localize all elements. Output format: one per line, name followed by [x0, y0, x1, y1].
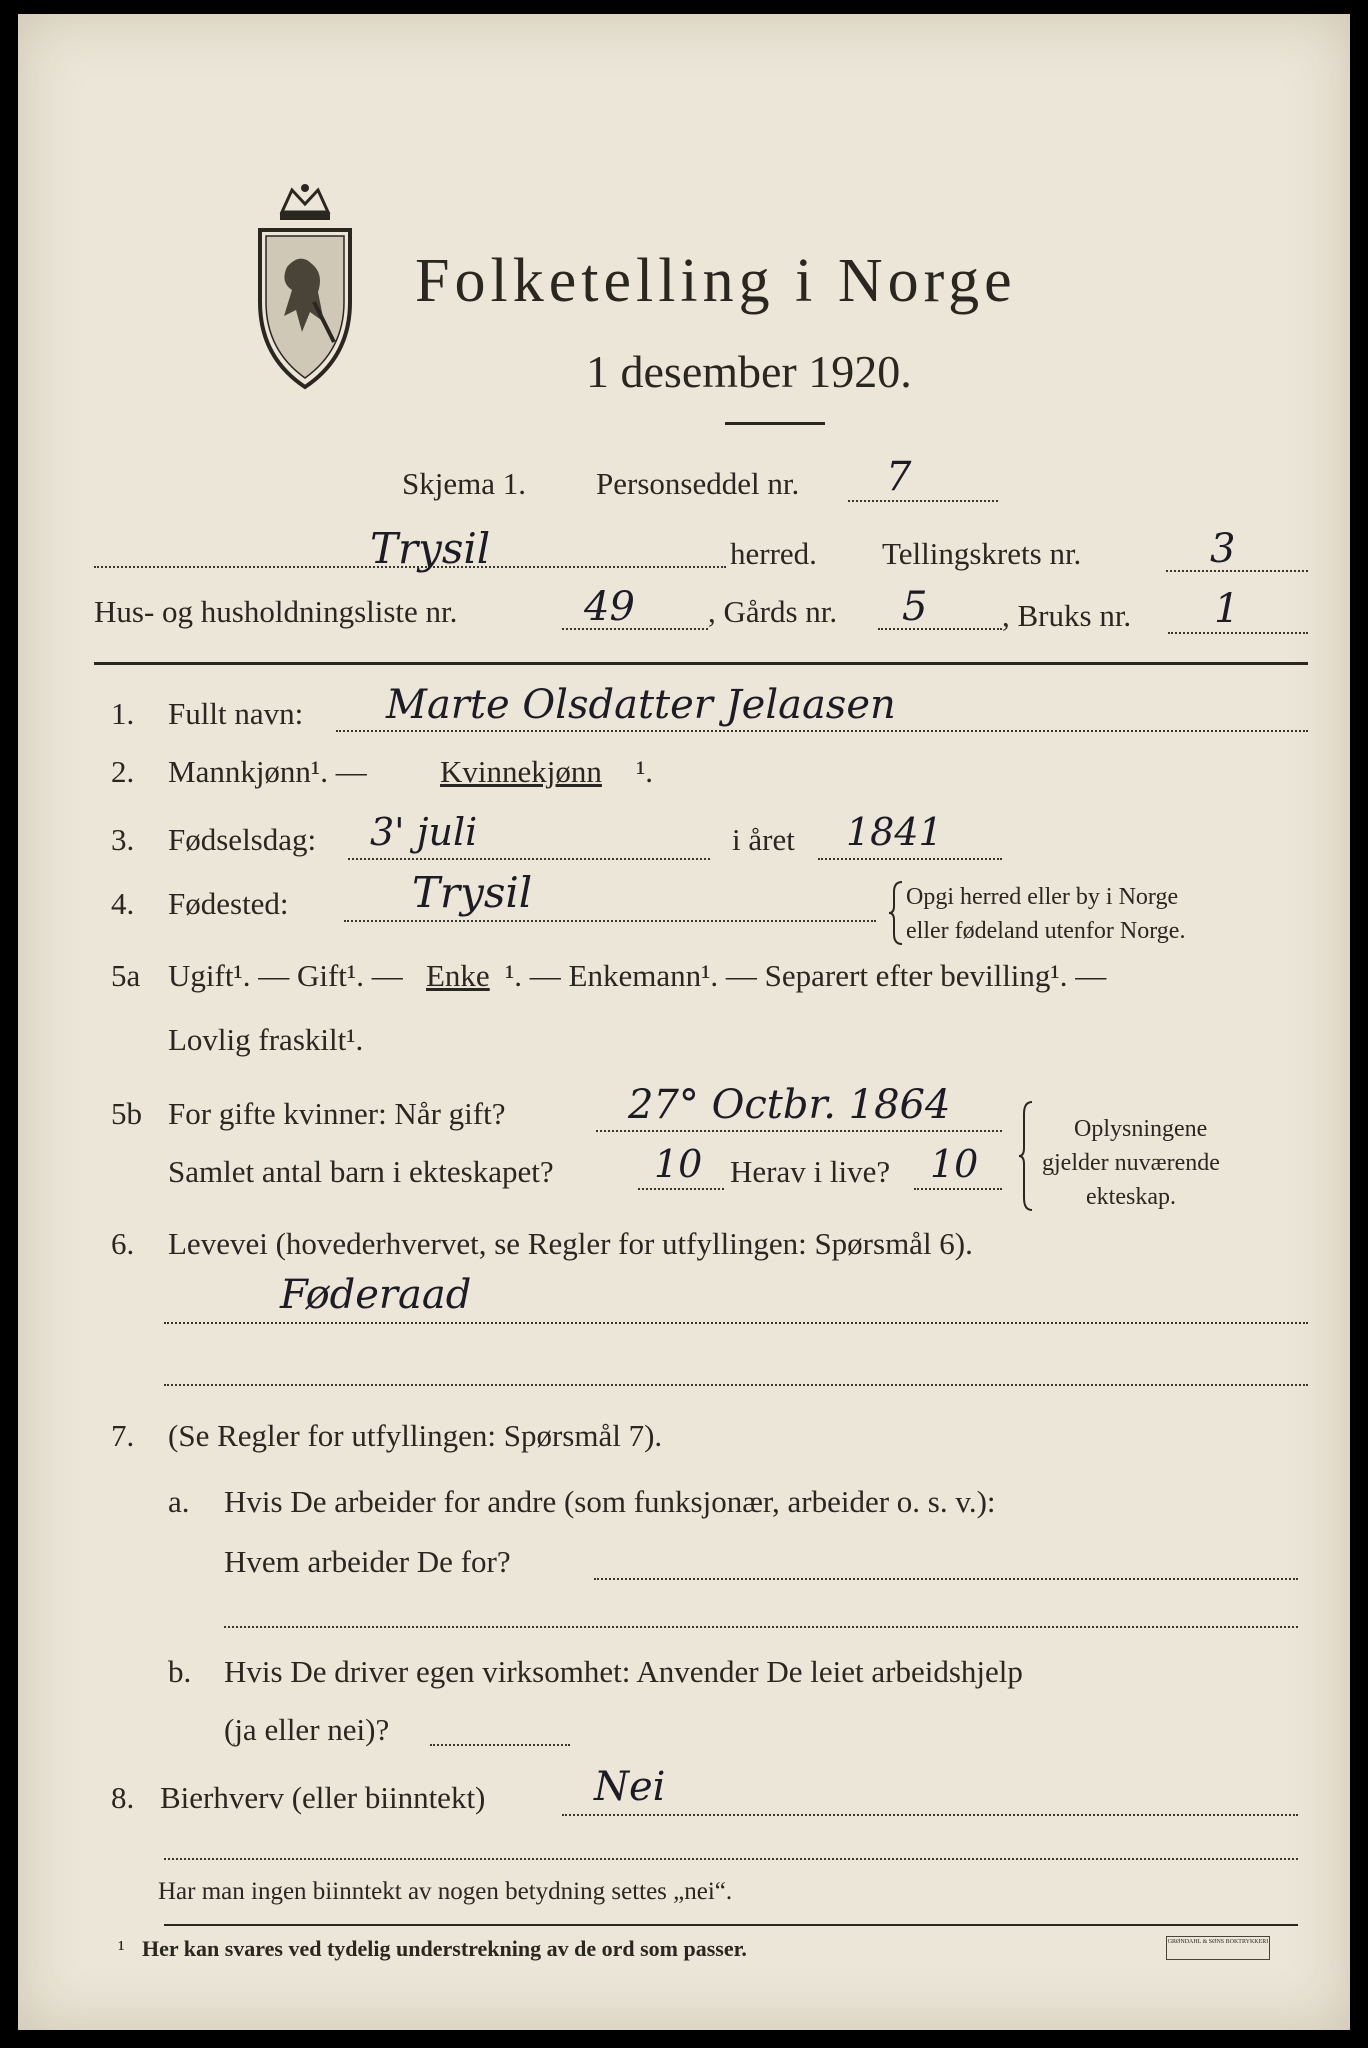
q2-male-option[interactable]: Mannkjønn¹. — — [168, 754, 367, 789]
q3-year-line — [818, 858, 1002, 860]
q5b-children-label: Samlet antal barn i ekteskapet? — [168, 1154, 554, 1189]
children-total-value[interactable]: 10 — [654, 1142, 703, 1186]
q3-label: Fødselsdag: — [168, 822, 317, 857]
side-income-value[interactable]: Nei — [594, 1764, 666, 1810]
birthplace-value[interactable]: Trysil — [412, 868, 533, 917]
q1-line — [336, 730, 1308, 732]
children-alive-value[interactable]: 10 — [930, 1142, 979, 1186]
q3-line — [348, 858, 710, 860]
q3-year-label: i året — [732, 822, 795, 857]
tellingskrets-label: Tellingskrets nr. — [882, 536, 1082, 571]
q8-number: 8. — [111, 1780, 135, 1815]
q5b-alive-line — [914, 1188, 1002, 1190]
q5b-label: For gifte kvinner: Når gift? — [168, 1096, 506, 1131]
q4-note-line-2: eller fødeland utenfor Norge. — [906, 918, 1186, 944]
q5b-children-line — [638, 1188, 724, 1190]
tellingskrets-line — [1166, 570, 1308, 572]
printer-stamp: GRØNDAHL & SØNS BOKTRYKKERI — [1166, 1936, 1270, 1960]
q5b-note-line-1: Oplysningene — [1074, 1116, 1208, 1142]
q3-number: 3. — [111, 822, 135, 857]
gards-line — [878, 628, 1002, 630]
q5b-note-line-2: gjelder nuværende — [1042, 1150, 1220, 1176]
bruks-line — [1168, 632, 1308, 634]
q5a-options-end[interactable]: ¹. — Enkemann¹. — Separert efter bevilling¹. — — [505, 958, 1107, 993]
q7a-label: Hvis De arbeider for andre (som funksjonær, arbeider o. s. v.): — [224, 1484, 996, 1519]
title-divider — [725, 422, 825, 425]
birth-year-value[interactable]: 1841 — [846, 810, 943, 854]
q5b-alive-label: Herav i live? — [730, 1154, 891, 1189]
q6-label: Levevei (hovederhvervet, se Regler for utfyllingen: Spørsmål 6). — [168, 1226, 973, 1261]
personseddel-value[interactable]: 7 — [886, 454, 912, 500]
q7-number: 7. — [111, 1418, 135, 1453]
q7-label: (Se Regler for utfyllingen: Spørsmål 7). — [168, 1418, 663, 1453]
personseddel-line — [848, 500, 998, 502]
herred-label: herred. — [730, 536, 817, 571]
q5a-options-start[interactable]: Ugift¹. — Gift¹. — — [168, 958, 403, 993]
bruks-label: , Bruks nr. — [1002, 598, 1132, 633]
q1-label: Fullt navn: — [168, 696, 304, 731]
footer-divider — [164, 1924, 1298, 1926]
hus-label: Hus- og husholdningsliste nr. — [94, 594, 458, 629]
full-name-value[interactable]: Marte Olsdatter Jelaasen — [386, 682, 896, 728]
q7b-label: Hvis De driver egen virksomhet: Anvender De leiet arbeidshjelp — [224, 1654, 1023, 1689]
marriage-date-value[interactable]: 27° Octbr. 1864 — [628, 1082, 951, 1128]
q4-note-line-1: Opgi herred eller by i Norge — [906, 884, 1179, 910]
q6-number: 6. — [111, 1226, 135, 1261]
q5b-note-line-3: ekteskap. — [1086, 1184, 1176, 1210]
gards-value[interactable]: 5 — [902, 584, 928, 630]
q2-female-suffix: ¹. — [636, 754, 654, 789]
bruks-value[interactable]: 1 — [1214, 586, 1240, 632]
census-form-page — [18, 14, 1350, 2030]
q5b-number: 5b — [111, 1096, 142, 1131]
footnote-mark: ¹ — [118, 1936, 125, 1961]
q4-line — [344, 920, 876, 922]
brace-icon — [1018, 1100, 1034, 1212]
skjema-label: Skjema 1. — [402, 466, 526, 501]
q6-line-1 — [164, 1322, 1308, 1324]
q6-line-2 — [164, 1384, 1308, 1386]
q5a-line2[interactable]: Lovlig fraskilt¹. — [168, 1022, 364, 1057]
birthday-value[interactable]: 3' juli — [370, 810, 478, 854]
hus-value[interactable]: 49 — [584, 584, 635, 630]
q7b-line — [430, 1744, 570, 1746]
personseddel-label: Personseddel nr. — [596, 466, 800, 501]
q7a-line-2 — [224, 1626, 1298, 1628]
q2-female-option[interactable]: Kvinnekjønn — [440, 754, 602, 789]
gards-label: , Gårds nr. — [708, 594, 838, 629]
q4-label: Fødested: — [168, 886, 289, 921]
q7a-number: a. — [168, 1484, 190, 1519]
occupation-value[interactable]: Føderaad — [280, 1272, 472, 1318]
tellingskrets-value[interactable]: 3 — [1210, 526, 1236, 572]
brace-icon — [888, 880, 904, 946]
footnote-text: Her kan svares ved tydelig understrekning av de ord som passer. — [142, 1936, 747, 1961]
footer-note: Har man ingen biinntekt av nogen betydning settes „nei“. — [158, 1878, 733, 1905]
coat-of-arms-icon — [252, 182, 358, 392]
q1-number: 1. — [111, 696, 135, 731]
q5a-number: 5a — [111, 958, 141, 993]
q7b-number: b. — [168, 1654, 192, 1689]
q4-number: 4. — [111, 886, 135, 921]
q8-label: Bierhverv (eller biinntekt) — [160, 1780, 486, 1815]
q8-line-1 — [562, 1814, 1298, 1816]
q7a-label-2: Hvem arbeider De for? — [224, 1544, 511, 1579]
q7a-line-1 — [594, 1578, 1298, 1580]
form-date: 1 desember 1920. — [586, 346, 912, 397]
q2-number: 2. — [111, 754, 135, 789]
herred-value[interactable]: Trysil — [370, 524, 491, 573]
form-title: Folketelling i Norge — [415, 247, 1017, 315]
q7b-label-2: (ja eller nei)? — [224, 1712, 390, 1747]
q5a-enke-option[interactable]: Enke — [426, 958, 490, 993]
q8-line-2 — [164, 1858, 1298, 1860]
section-divider — [94, 662, 1308, 665]
q5b-line — [596, 1130, 1002, 1132]
